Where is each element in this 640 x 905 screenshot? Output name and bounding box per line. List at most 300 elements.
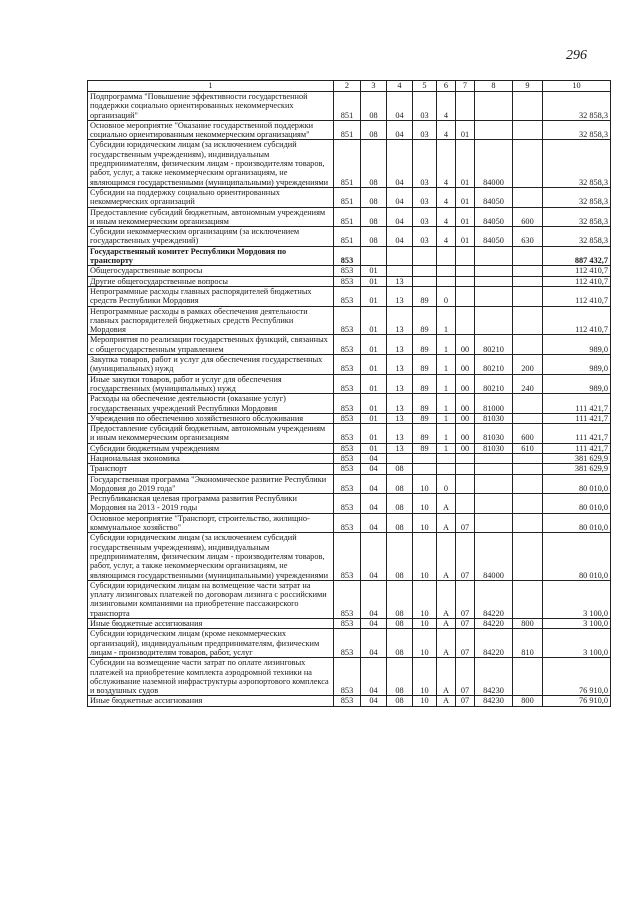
item-name-cell: Предоставление субсидий бюджетным, автономным учреждениям и иным некоммерческим организациям [88,207,334,227]
item-name-cell: Государственный комитет Республики Мордовия по транспорту [88,246,334,266]
program-code-cell: 10 [413,513,437,533]
expense-type-code-cell [513,276,543,286]
event-code-cell: 01 [456,227,475,247]
admin-code-cell: 853 [334,513,361,533]
event-code-cell [456,306,475,335]
amount-cell: 32 858,3 [543,227,611,247]
program-code-cell [413,453,437,463]
amount-cell: 3 100,0 [543,619,611,629]
amount-cell: 80 010,0 [543,513,611,533]
program-code-cell: 10 [413,629,437,658]
direction-code-cell: 84000 [475,140,513,187]
program-code-cell: 89 [413,355,437,375]
direction-code-cell [475,513,513,533]
item-name-cell: Субсидии юридическим лицам (за исключением субсидий государственным учреждениям), индивидуальным предпринимателям, физическим лицам - производителям товаров, работ, услуг, а также некоммерческим организациям, не являющимся государственными (муниципальными) учреждениями [88,533,334,580]
subsection-code-cell: 04 [387,187,413,207]
subsection-code-cell: 13 [387,276,413,286]
subsection-code-cell: 13 [387,413,413,423]
direction-code-cell: 81000 [475,394,513,414]
program-code-cell [413,246,437,266]
direction-code-cell: 80210 [475,374,513,394]
table-row [88,335,611,355]
section-code-cell [361,246,387,266]
direction-code-cell: 84050 [475,187,513,207]
subprogram-code-cell: 0 [437,286,456,306]
admin-code-cell: 851 [334,227,361,247]
table-row [88,513,611,533]
expense-type-code-cell: 810 [513,629,543,658]
table-row [88,355,611,375]
subprogram-code-cell: 1 [437,306,456,335]
program-code-cell: 89 [413,424,437,444]
table-row [88,374,611,394]
subsection-code-cell: 13 [387,306,413,335]
direction-code-cell [475,494,513,514]
table-row [88,464,611,474]
direction-code-cell [475,266,513,276]
amount-cell: 111 421,7 [543,394,611,414]
direction-code-cell [475,92,513,121]
expense-type-code-cell [513,120,543,140]
section-code-cell: 01 [361,424,387,444]
item-name-cell: Транспорт [88,464,334,474]
subsection-code-cell: 13 [387,286,413,306]
item-name-cell: Мероприятия по реализации государственных функций, связанных с общегосударственным управлением [88,335,334,355]
table-row [88,227,611,247]
subsection-code-cell: 13 [387,394,413,414]
amount-cell: 32 858,3 [543,187,611,207]
event-code-cell: 00 [456,335,475,355]
table-row [88,266,611,276]
admin-code-cell: 853 [334,580,361,618]
item-name-cell: Основное мероприятие "Транспорт, строительство, жилищно-коммунальное хозяйство" [88,513,334,533]
header-cell: 8 [475,81,513,92]
section-code-cell: 01 [361,276,387,286]
amount-cell: 3 100,0 [543,629,611,658]
event-code-cell: 00 [456,355,475,375]
direction-code-cell [475,246,513,266]
subprogram-code-cell: 0 [437,474,456,494]
event-code-cell: 01 [456,187,475,207]
expense-type-code-cell: 240 [513,374,543,394]
admin-code-cell: 851 [334,120,361,140]
program-code-cell: 10 [413,474,437,494]
amount-cell: 381 629,9 [543,464,611,474]
header-cell: 9 [513,81,543,92]
item-name-cell: Субсидии некоммерческим организациям (за исключением государственных учреждений) [88,227,334,247]
section-code-cell: 04 [361,474,387,494]
section-code-cell: 01 [361,443,387,453]
table-row [88,494,611,514]
subsection-code-cell: 08 [387,580,413,618]
direction-code-cell: 84050 [475,207,513,227]
program-code-cell [413,266,437,276]
subprogram-code-cell: 1 [437,413,456,423]
table-row [88,207,611,227]
amount-cell: 381 629,9 [543,453,611,463]
event-code-cell: 07 [456,696,475,706]
direction-code-cell: 84220 [475,629,513,658]
subsection-code-cell: 08 [387,658,413,696]
subprogram-code-cell: 4 [437,92,456,121]
table-row [88,424,611,444]
amount-cell: 989,0 [543,374,611,394]
section-code-cell: 01 [361,355,387,375]
table-row [88,629,611,658]
table-row [88,120,611,140]
subprogram-code-cell [437,276,456,286]
expense-type-code-cell [513,464,543,474]
program-code-cell: 89 [413,413,437,423]
section-code-cell: 08 [361,92,387,121]
item-name-cell: Расходы на обеспечение деятельности (оказание услуг) государственных учреждений Республики Мордовия [88,394,334,414]
subprogram-code-cell: А [437,619,456,629]
direction-code-cell: 84230 [475,658,513,696]
budget-table [87,80,611,707]
table-row [88,286,611,306]
program-code-cell: 03 [413,207,437,227]
program-code-cell: 03 [413,92,437,121]
header-cell: 7 [456,81,475,92]
admin-code-cell: 853 [334,335,361,355]
section-code-cell: 01 [361,413,387,423]
section-code-cell: 04 [361,619,387,629]
table-row [88,658,611,696]
subprogram-code-cell: 1 [437,335,456,355]
subsection-code-cell: 08 [387,533,413,580]
admin-code-cell: 853 [334,246,361,266]
program-code-cell [413,276,437,286]
subsection-code-cell: 04 [387,120,413,140]
budget-table-body [88,81,611,707]
program-code-cell: 03 [413,120,437,140]
event-code-cell: 01 [456,140,475,187]
item-name-cell: Национальная экономика [88,453,334,463]
subprogram-code-cell: 4 [437,227,456,247]
admin-code-cell: 853 [334,443,361,453]
subsection-code-cell: 04 [387,92,413,121]
program-code-cell: 03 [413,187,437,207]
event-code-cell: 00 [456,443,475,453]
section-code-cell: 04 [361,533,387,580]
direction-code-cell: 84220 [475,580,513,618]
program-code-cell: 10 [413,533,437,580]
expense-type-code-cell [513,580,543,618]
subprogram-code-cell: 4 [437,207,456,227]
admin-code-cell: 853 [334,494,361,514]
subsection-code-cell: 04 [387,227,413,247]
expense-type-code-cell [513,306,543,335]
expense-type-code-cell [513,394,543,414]
table-row [88,619,611,629]
event-code-cell: 07 [456,619,475,629]
item-name-cell: Учреждения по обеспечению хозяйственного обслуживания [88,413,334,423]
amount-cell: 111 421,7 [543,443,611,453]
section-code-cell: 01 [361,394,387,414]
amount-cell: 112 410,7 [543,306,611,335]
program-code-cell: 89 [413,374,437,394]
section-code-cell: 01 [361,374,387,394]
header-cell: 3 [361,81,387,92]
expense-type-code-cell [513,453,543,463]
direction-code-cell [475,453,513,463]
table-row [88,306,611,335]
amount-cell: 989,0 [543,355,611,375]
subsection-code-cell: 04 [387,140,413,187]
admin-code-cell: 853 [334,286,361,306]
table-row [88,187,611,207]
subprogram-code-cell: 1 [437,443,456,453]
table-row [88,580,611,618]
event-code-cell: 07 [456,629,475,658]
section-code-cell: 01 [361,286,387,306]
item-name-cell: Иные закупки товаров, работ и услуг для обеспечения государственных (муниципальных) нужд [88,374,334,394]
subprogram-code-cell: А [437,580,456,618]
admin-code-cell: 853 [334,394,361,414]
direction-code-cell: 81030 [475,424,513,444]
admin-code-cell: 853 [334,474,361,494]
subprogram-code-cell [437,246,456,266]
table-row [88,276,611,286]
admin-code-cell: 853 [334,355,361,375]
table-row [88,474,611,494]
subsection-code-cell [387,453,413,463]
subprogram-code-cell: А [437,658,456,696]
admin-code-cell: 853 [334,306,361,335]
section-code-cell: 08 [361,187,387,207]
program-code-cell: 89 [413,306,437,335]
subsection-code-cell: 08 [387,464,413,474]
subprogram-code-cell: А [437,533,456,580]
expense-type-code-cell [513,533,543,580]
expense-type-code-cell [513,246,543,266]
subsection-code-cell [387,266,413,276]
subprogram-code-cell: 4 [437,120,456,140]
table-row [88,453,611,463]
subprogram-code-cell: А [437,696,456,706]
program-code-cell: 10 [413,580,437,618]
expense-type-code-cell [513,413,543,423]
header-cell: 6 [437,81,456,92]
section-code-cell: 04 [361,464,387,474]
expense-type-code-cell [513,266,543,276]
subsection-code-cell [387,246,413,266]
direction-code-cell: 84220 [475,619,513,629]
admin-code-cell: 853 [334,413,361,423]
section-code-cell: 08 [361,120,387,140]
admin-code-cell: 851 [334,92,361,121]
direction-code-cell: 84000 [475,533,513,580]
direction-code-cell: 84230 [475,696,513,706]
event-code-cell [456,494,475,514]
subprogram-code-cell: 1 [437,424,456,444]
item-name-cell: Общегосударственные вопросы [88,266,334,276]
admin-code-cell: 853 [334,533,361,580]
expense-type-code-cell [513,494,543,514]
item-name-cell: Субсидии юридическим лицам (за исключением субсидий государственным учреждениям), индивидуальным предпринимателям, физическим лицам - производителям товаров, работ, услуг, а также некоммерческим организациям, не являющимся государственными (муниципальными) учреждениями [88,140,334,187]
section-code-cell: 04 [361,629,387,658]
subsection-code-cell: 13 [387,335,413,355]
program-code-cell: 03 [413,140,437,187]
item-name-cell: Субсидии бюджетным учреждениям [88,443,334,453]
event-code-cell: 07 [456,658,475,696]
program-code-cell [413,464,437,474]
amount-cell: 989,0 [543,335,611,355]
admin-code-cell: 853 [334,658,361,696]
header-row [88,81,611,92]
event-code-cell: 07 [456,580,475,618]
admin-code-cell: 853 [334,453,361,463]
direction-code-cell: 84050 [475,227,513,247]
subprogram-code-cell: 4 [437,187,456,207]
program-code-cell: 03 [413,227,437,247]
admin-code-cell: 851 [334,140,361,187]
event-code-cell [456,464,475,474]
expense-type-code-cell [513,92,543,121]
table-row [88,443,611,453]
direction-code-cell [475,464,513,474]
item-name-cell: Субсидии юридическим лицам на возмещение части затрат на уплату лизинговых платежей по договорам лизинга с российскими лизинговыми компаниями на приобретение пассажирского транспорта [88,580,334,618]
direction-code-cell [475,474,513,494]
expense-type-code-cell [513,335,543,355]
section-code-cell: 01 [361,306,387,335]
event-code-cell: 00 [456,413,475,423]
header-cell: 2 [334,81,361,92]
item-name-cell: Основное мероприятие "Оказание государственной поддержки социально ориентированным некоммерческим организациям" [88,120,334,140]
expense-type-code-cell: 200 [513,355,543,375]
subsection-code-cell: 13 [387,355,413,375]
event-code-cell [456,92,475,121]
header-cell: 1 [88,81,334,92]
item-name-cell: Иные бюджетные ассигнования [88,619,334,629]
admin-code-cell: 853 [334,696,361,706]
program-code-cell: 89 [413,335,437,355]
admin-code-cell: 851 [334,207,361,227]
subsection-code-cell: 08 [387,494,413,514]
amount-cell: 887 432,7 [543,246,611,266]
direction-code-cell: 81030 [475,443,513,453]
amount-cell: 3 100,0 [543,580,611,618]
amount-cell: 32 858,3 [543,207,611,227]
subprogram-code-cell: 4 [437,140,456,187]
admin-code-cell: 853 [334,619,361,629]
program-code-cell: 89 [413,394,437,414]
subprogram-code-cell [437,464,456,474]
subprogram-code-cell [437,266,456,276]
expense-type-code-cell [513,513,543,533]
subprogram-code-cell: А [437,629,456,658]
expense-type-code-cell: 800 [513,696,543,706]
subsection-code-cell: 08 [387,629,413,658]
item-name-cell: Иные бюджетные ассигнования [88,696,334,706]
event-code-cell: 00 [456,424,475,444]
item-name-cell: Закупка товаров, работ и услуг для обеспечения государственных (муниципальных) нужд [88,355,334,375]
admin-code-cell: 853 [334,424,361,444]
admin-code-cell: 853 [334,374,361,394]
section-code-cell: 01 [361,335,387,355]
table-row [88,394,611,414]
event-code-cell [456,453,475,463]
table-row [88,140,611,187]
subsection-code-cell: 08 [387,513,413,533]
expense-type-code-cell [513,187,543,207]
subsection-code-cell: 08 [387,619,413,629]
expense-type-code-cell [513,474,543,494]
item-name-cell: Непрограммные расходы в рамках обеспечения деятельности главных распорядителей бюджетных средств Республики Мордовия [88,306,334,335]
table-row [88,696,611,706]
event-code-cell [456,474,475,494]
subsection-code-cell: 13 [387,443,413,453]
admin-code-cell: 853 [334,464,361,474]
amount-cell: 32 858,3 [543,92,611,121]
expense-type-code-cell: 600 [513,424,543,444]
direction-code-cell: 81030 [475,413,513,423]
section-code-cell: 04 [361,494,387,514]
amount-cell: 80 010,0 [543,494,611,514]
event-code-cell: 07 [456,533,475,580]
program-code-cell: 89 [413,286,437,306]
amount-cell: 111 421,7 [543,424,611,444]
amount-cell: 112 410,7 [543,266,611,276]
subsection-code-cell: 08 [387,474,413,494]
expense-type-code-cell [513,658,543,696]
section-code-cell: 08 [361,207,387,227]
page-number: 296 [566,48,587,63]
expense-type-code-cell: 800 [513,619,543,629]
subsection-code-cell: 04 [387,207,413,227]
direction-code-cell: 80210 [475,355,513,375]
event-code-cell: 01 [456,120,475,140]
admin-code-cell: 851 [334,187,361,207]
section-code-cell: 04 [361,513,387,533]
expense-type-code-cell [513,140,543,187]
program-code-cell: 10 [413,696,437,706]
expense-type-code-cell: 600 [513,207,543,227]
expense-type-code-cell [513,286,543,306]
admin-code-cell: 853 [334,629,361,658]
direction-code-cell [475,306,513,335]
admin-code-cell: 853 [334,266,361,276]
item-name-cell: Предоставление субсидий бюджетным, автономным учреждениям и иным некоммерческим организациям [88,424,334,444]
event-code-cell: 00 [456,394,475,414]
amount-cell: 76 910,0 [543,696,611,706]
item-name-cell: Другие общегосударственные вопросы [88,276,334,286]
item-name-cell: Непрограммные расходы главных распорядителей бюджетных средств Республики Мордовия [88,286,334,306]
amount-cell: 32 858,3 [543,140,611,187]
event-code-cell [456,286,475,306]
subprogram-code-cell: 1 [437,374,456,394]
expense-type-code-cell: 610 [513,443,543,453]
amount-cell: 32 858,3 [543,120,611,140]
program-code-cell: 10 [413,619,437,629]
event-code-cell: 01 [456,207,475,227]
direction-code-cell [475,276,513,286]
item-name-cell: Субсидии на возмещение части затрат по оплате лизинговых платежей на приобретение комплекта аэродромной техники на обслуживание наземной инфраструктуры аэропортового комплекса и воздушных судов [88,658,334,696]
subprogram-code-cell: 1 [437,355,456,375]
section-code-cell: 01 [361,266,387,276]
header-cell: 4 [387,81,413,92]
amount-cell: 112 410,7 [543,286,611,306]
event-code-cell [456,276,475,286]
subprogram-code-cell [437,453,456,463]
amount-cell: 80 010,0 [543,474,611,494]
program-code-cell: 10 [413,658,437,696]
header-cell: 5 [413,81,437,92]
direction-code-cell [475,286,513,306]
subprogram-code-cell: А [437,494,456,514]
subprogram-code-cell: 1 [437,394,456,414]
amount-cell: 111 421,7 [543,413,611,423]
